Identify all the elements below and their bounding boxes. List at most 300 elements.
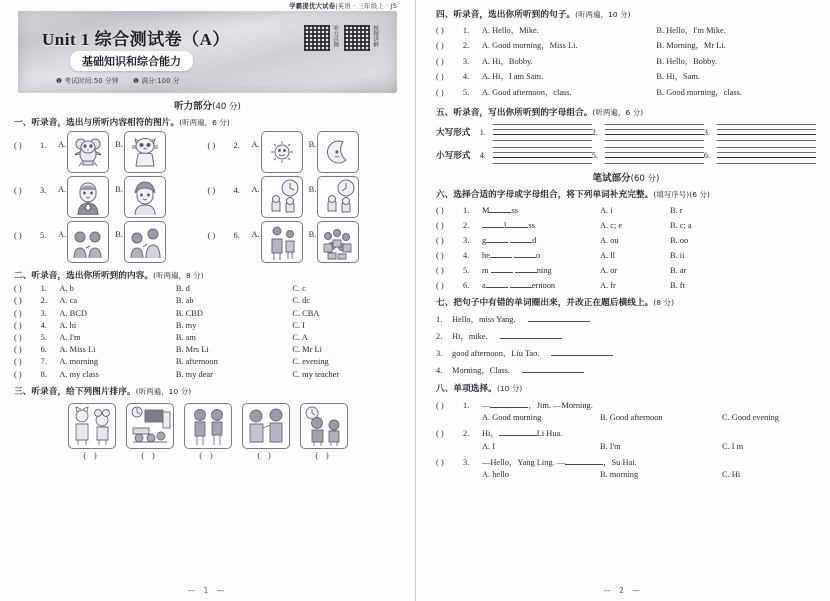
- picture-question: [14, 176, 208, 218]
- option-b[interactable]: B. Hello，I'm Mike.: [656, 25, 726, 35]
- answer-paren[interactable]: ( ): [207, 141, 216, 150]
- blank-line[interactable]: [565, 456, 603, 465]
- section-5-answer-grid: [436, 124, 816, 164]
- correction-item: [436, 364, 816, 376]
- answer-paren[interactable]: ( ): [141, 450, 158, 460]
- choice-a[interactable]: [58, 131, 109, 173]
- blank-line[interactable]: [515, 264, 537, 273]
- correction-item: [436, 313, 816, 325]
- stem-suffix: ss: [528, 220, 535, 230]
- option-a[interactable]: A. or: [600, 265, 618, 275]
- stem-suffix: Li Hua.: [536, 429, 563, 439]
- section-6-note: (填写序号)(6 分): [653, 189, 710, 199]
- mcq-item: [436, 456, 816, 480]
- section-4-note: (听两遍，10 分): [575, 10, 631, 19]
- stem-prefix: he: [482, 250, 490, 260]
- answer-paren[interactable]: ( ): [436, 220, 444, 230]
- answer-paren[interactable]: ( ): [14, 308, 22, 318]
- option-b[interactable]: B. c; a: [670, 220, 692, 230]
- masthead-subject: 英语 · 三年级上 · JS: [337, 2, 397, 10]
- mcq-stem: [436, 399, 816, 411]
- cat-icon: [124, 131, 166, 173]
- answer-cell[interactable]: [480, 147, 592, 164]
- masthead-brand: 学霸提优大试卷: [289, 2, 336, 10]
- option-c[interactable]: C. CBA: [292, 308, 320, 318]
- option-a[interactable]: A. I: [482, 441, 496, 451]
- option-b[interactable]: B. ar: [670, 265, 687, 275]
- answer-paren[interactable]: ( ): [436, 265, 444, 275]
- option-a[interactable]: A. Good morning: [482, 413, 542, 423]
- page-folio-right: — 2 —: [603, 586, 643, 595]
- option-b[interactable]: B. am: [175, 332, 196, 342]
- section-7-rows: [436, 313, 816, 376]
- lowercase-row: [436, 147, 816, 164]
- option-a[interactable]: A. Hi，Bobby.: [481, 56, 533, 66]
- table-row: [436, 249, 816, 260]
- choice-label: B.: [115, 185, 123, 194]
- picture-question-row: [14, 176, 401, 218]
- word-stem: [482, 234, 600, 245]
- option-b[interactable]: B. morning: [600, 470, 639, 480]
- exam-meta: [56, 75, 192, 85]
- option-a[interactable]: A. my class: [59, 369, 99, 379]
- option-c[interactable]: C. A: [292, 332, 308, 342]
- choice-a[interactable]: [58, 221, 109, 263]
- choice-b[interactable]: [115, 131, 166, 173]
- item-number: 3.: [703, 127, 711, 137]
- listening-part-heading: [14, 98, 401, 112]
- table-row: [436, 39, 816, 51]
- choice-a[interactable]: [58, 176, 109, 218]
- option-b[interactable]: B. Good morning，class.: [656, 87, 743, 97]
- question-number: 1.: [462, 25, 470, 35]
- answer-paren[interactable]: ( ): [14, 320, 22, 330]
- table-row: [436, 264, 816, 275]
- classroom-scene-icon: [126, 403, 174, 449]
- mcq-stem: [436, 456, 816, 468]
- question-number: 2.: [436, 331, 443, 341]
- picture-question: [208, 221, 402, 263]
- choice-label: B.: [308, 185, 317, 194]
- four-line-writing-guide[interactable]: [605, 147, 704, 164]
- question-number: 5.: [40, 332, 47, 342]
- option-a[interactable]: A. BCD: [59, 308, 87, 318]
- page-right: [415, 0, 830, 601]
- question-number: 2.: [40, 296, 47, 306]
- qr-label-audio: 听力音频: [332, 25, 339, 48]
- section-2-title: 二、听录音，选出你所听到的内容。: [14, 271, 154, 281]
- item-number: 5.: [591, 150, 598, 160]
- option-a[interactable]: A. Miss Li: [59, 345, 96, 355]
- dog-and-mouse-icon: [68, 403, 116, 449]
- choice-a[interactable]: [252, 221, 303, 263]
- table-row: [436, 86, 816, 98]
- section-8-questions: [436, 399, 816, 480]
- choice-label: B.: [308, 140, 317, 149]
- choice-label: A.: [58, 230, 67, 239]
- item-number: 2.: [591, 127, 598, 137]
- blank-line[interactable]: [491, 264, 513, 273]
- two-children-icon: [67, 221, 109, 263]
- answer-paren[interactable]: ( ): [436, 25, 444, 35]
- table-row: [436, 279, 816, 290]
- option-c[interactable]: C. Mr Li: [292, 345, 322, 355]
- qr-label-video: 视频讲解: [372, 25, 378, 48]
- clock-and-two-kids-icon: [300, 403, 348, 449]
- option-b[interactable]: B. my dear: [175, 369, 213, 379]
- answer-paren[interactable]: ( ): [14, 141, 22, 150]
- four-line-writing-guide[interactable]: [493, 124, 592, 141]
- mcq-options: [482, 470, 816, 479]
- blank-line[interactable]: [510, 279, 532, 288]
- two-standing-people-icon: [261, 221, 303, 263]
- section-8-heading: [436, 382, 816, 394]
- answer-paren[interactable]: ( ): [14, 369, 22, 379]
- option-a[interactable]: A. ll: [600, 250, 615, 260]
- answer-paren[interactable]: ( ): [436, 250, 444, 260]
- option-b[interactable]: B. I'm: [600, 441, 621, 451]
- listening-part-score: (40 分): [212, 102, 241, 112]
- four-line-writing-guide[interactable]: [605, 124, 704, 141]
- qr-code-icon[interactable]: [304, 25, 330, 51]
- two-kids-greeting-icon: [242, 403, 290, 449]
- picture-question: [208, 176, 402, 218]
- blank-line[interactable]: [490, 249, 512, 258]
- uppercase-label: 大写形式: [436, 128, 471, 139]
- boy-portrait-icon: [67, 176, 109, 218]
- option-c[interactable]: C. dc: [292, 296, 311, 306]
- table-row: [14, 321, 401, 330]
- sentence-text[interactable]: Hi，mike.: [452, 331, 488, 341]
- question-number: 1.: [40, 141, 47, 150]
- stem-prefix: m: [482, 265, 489, 275]
- answer-paren[interactable]: ( ): [14, 357, 22, 367]
- uppercase-row: [436, 124, 816, 141]
- stem-suffix: ，Jim. —Morning.: [528, 400, 593, 410]
- answer-paren[interactable]: ( ): [436, 429, 444, 439]
- blank-line[interactable]: [486, 279, 508, 288]
- page-folio-left: — 1 —: [187, 586, 228, 595]
- option-b[interactable]: B. Hi，Sam.: [656, 72, 700, 82]
- stem-suffix: d: [532, 235, 537, 245]
- mouse-icon: [67, 131, 109, 173]
- option-c[interactable]: C. my teacher: [292, 369, 340, 379]
- written-part-heading: [436, 170, 816, 184]
- stem-prefix: a: [482, 280, 486, 290]
- choice-b[interactable]: [309, 176, 360, 218]
- stem-suffix: ernoon: [531, 280, 556, 290]
- section-4-rows: [436, 24, 816, 98]
- sentence-text[interactable]: Hello，miss Yang.: [452, 314, 516, 324]
- four-line-writing-guide[interactable]: [493, 147, 592, 164]
- question-number: 2.: [233, 141, 240, 150]
- answer-paren[interactable]: ( ): [207, 231, 216, 240]
- option-a[interactable]: A. Good afternoon，class.: [481, 87, 572, 97]
- picture-question: [14, 131, 208, 173]
- option-b[interactable]: B. ft: [670, 280, 685, 290]
- order-picture[interactable]: [242, 403, 290, 460]
- word-stem: [482, 264, 600, 275]
- answer-paren[interactable]: ( ): [14, 284, 22, 294]
- option-a[interactable]: A. Good morning，Miss Li.: [481, 41, 578, 51]
- option-a[interactable]: A. ou: [600, 235, 619, 245]
- option-a[interactable]: A. Hi，I am Sam.: [481, 72, 544, 82]
- order-picture[interactable]: [184, 403, 232, 460]
- option-b[interactable]: B. Morning，Mr Li.: [656, 41, 726, 51]
- option-c[interactable]: C. Hi: [722, 470, 741, 480]
- moon-icon: [317, 131, 359, 173]
- question-number: 3.: [462, 56, 470, 66]
- table-row: [436, 55, 816, 67]
- answer-paren[interactable]: ( ): [14, 231, 22, 240]
- answer-cell[interactable]: [704, 147, 816, 164]
- section-6-title: 六、选择合适的字母或字母组合，将下列单词补充完整。: [436, 189, 654, 200]
- page-title: Unit 1 综合测试卷（A）: [42, 30, 230, 49]
- table-row: [14, 333, 401, 342]
- sentence-text[interactable]: Morning，Class.: [452, 365, 510, 375]
- blank-line[interactable]: [510, 234, 532, 243]
- choice-b[interactable]: [309, 131, 360, 173]
- question-number: 2.: [463, 220, 470, 230]
- section-6-heading: [436, 188, 816, 200]
- option-b[interactable]: B. CBD: [175, 308, 203, 318]
- stem-suffix: ，Su Hai.: [603, 457, 637, 467]
- stem-middle: l: [504, 220, 507, 230]
- answer-cell[interactable]: [480, 124, 592, 141]
- blank-line[interactable]: [499, 427, 537, 436]
- choice-b[interactable]: [115, 176, 166, 218]
- child-and-teacher-icon: [124, 221, 166, 263]
- qr-unit-audio[interactable]: [304, 25, 337, 51]
- order-picture[interactable]: [126, 403, 174, 460]
- table-row: [14, 296, 401, 305]
- option-a[interactable]: A. ca: [59, 296, 78, 306]
- sentence-text[interactable]: good afternoon，Liu Tao.: [452, 348, 540, 358]
- option-b[interactable]: B. Good afternoon: [600, 413, 663, 423]
- question-number: 5.: [463, 265, 470, 275]
- answer-paren[interactable]: ( ): [436, 400, 444, 410]
- question-number: 6.: [233, 231, 240, 240]
- section-3-picture-strip: [14, 403, 401, 460]
- section-4-heading: [436, 8, 816, 20]
- section-2-note: (听两遍，8 分): [153, 271, 204, 280]
- table-row: [436, 24, 816, 36]
- picture-question-row: [14, 131, 401, 173]
- answer-paren[interactable]: ( ): [83, 450, 100, 460]
- mcq-item: [436, 427, 816, 451]
- section-7-note: (8 分): [653, 297, 675, 307]
- answer-blank-line[interactable]: [522, 364, 584, 373]
- answer-paren[interactable]: ( ): [436, 205, 444, 215]
- girl-portrait-icon: [124, 176, 166, 218]
- answer-blank-line[interactable]: [528, 313, 590, 322]
- stem-suffix: o: [536, 250, 541, 260]
- section-1-title: 一、听录音，选出与所听内容相符的图片。: [14, 118, 180, 128]
- option-a[interactable]: A. hello: [482, 470, 509, 480]
- table-row: [14, 284, 401, 293]
- option-b[interactable]: B. afternoon: [175, 357, 218, 367]
- section-1-heading: [14, 116, 401, 128]
- picture-question: [208, 131, 402, 173]
- stem-prefix: —: [482, 400, 491, 410]
- masthead: [14, 0, 401, 10]
- exam-full-score: ❶ 满分:100 分: [132, 77, 180, 85]
- option-b[interactable]: B. r: [670, 205, 683, 215]
- question-number: 1.: [463, 400, 470, 410]
- option-b[interactable]: B. oo: [670, 235, 689, 245]
- answer-cell[interactable]: [592, 147, 704, 164]
- answer-paren[interactable]: ( ): [257, 450, 274, 460]
- table-row: [436, 204, 816, 215]
- option-a[interactable]: A. fr: [600, 280, 616, 290]
- option-c[interactable]: C. I m: [722, 441, 744, 451]
- section-1-note: (听两遍，6 分): [179, 118, 230, 127]
- option-a[interactable]: A. I'm: [59, 332, 81, 342]
- section-5-heading: [436, 106, 816, 118]
- picture-question: [14, 221, 208, 263]
- masthead-text: [289, 1, 397, 10]
- answer-paren[interactable]: ( ): [436, 235, 444, 245]
- clock-morning-icon: [261, 176, 303, 218]
- question-number: 2.: [463, 429, 470, 439]
- word-stem: [482, 204, 600, 215]
- picture-question-row: [14, 221, 401, 263]
- word-stem: [482, 279, 600, 290]
- stem-suffix: ss: [511, 205, 518, 215]
- blank-line[interactable]: [514, 249, 536, 258]
- written-part-score: (60 分): [630, 173, 660, 184]
- two-kids-standing-icon: [184, 403, 232, 449]
- question-number: 6.: [40, 345, 47, 355]
- answer-paren[interactable]: ( ): [14, 186, 22, 195]
- masthead-divider: |: [335, 2, 338, 10]
- correction-item: [436, 330, 816, 342]
- choice-label: A.: [251, 140, 260, 149]
- item-number: 6.: [703, 150, 711, 160]
- sun-icon: [261, 131, 303, 173]
- order-picture[interactable]: [68, 403, 116, 460]
- answer-cell[interactable]: [704, 124, 816, 141]
- section-4-title: 四、听录音，选出你所听到的句子。: [436, 10, 576, 20]
- section-8-note: (10 分): [496, 383, 523, 393]
- exam-time: ❶ 考试时间:50 分钟: [56, 77, 119, 85]
- qr-code-icon[interactable]: [344, 25, 370, 51]
- answer-paren[interactable]: ( ): [436, 72, 444, 82]
- option-a[interactable]: A. morning: [59, 357, 99, 367]
- section-2-rows: [14, 284, 401, 378]
- question-number: 1.: [463, 205, 470, 215]
- answer-blank-line[interactable]: [551, 347, 613, 356]
- answer-paren[interactable]: ( ): [14, 296, 22, 306]
- answer-paren[interactable]: ( ): [14, 332, 22, 342]
- question-number: 4.: [40, 320, 47, 330]
- choice-label: A.: [251, 185, 260, 194]
- question-number: 5.: [40, 231, 47, 240]
- stem-prefix: —Hello，Yang Ling. —: [482, 457, 566, 467]
- option-a[interactable]: A. hi: [59, 320, 77, 330]
- word-stem: [482, 219, 600, 230]
- option-c[interactable]: C. c: [292, 284, 306, 294]
- blank-line[interactable]: [482, 219, 507, 230]
- option-b[interactable]: B. ii: [670, 250, 685, 260]
- section-3-title: 三、听录音，给下列图片排序。: [14, 386, 136, 397]
- question-number: 7.: [40, 357, 47, 367]
- answer-paren[interactable]: ( ): [199, 450, 216, 460]
- option-b[interactable]: B. Hello，Bobby.: [656, 56, 718, 66]
- question-number: 3.: [463, 235, 470, 245]
- blank-line[interactable]: [506, 219, 528, 228]
- option-a[interactable]: A. i: [600, 205, 613, 215]
- option-a[interactable]: A. b: [59, 284, 74, 294]
- order-picture[interactable]: [300, 403, 348, 460]
- choice-b[interactable]: [309, 221, 360, 263]
- option-b[interactable]: B. ab: [175, 296, 194, 306]
- section-7-heading: [436, 296, 816, 308]
- answer-paren[interactable]: ( ): [14, 345, 22, 355]
- blank-line[interactable]: [486, 234, 508, 243]
- table-row: [14, 357, 401, 366]
- qr-unit-video[interactable]: [344, 25, 377, 51]
- question-number: 1.: [40, 284, 47, 294]
- answer-paren[interactable]: ( ): [436, 280, 444, 290]
- choice-label: B.: [115, 140, 123, 149]
- four-line-writing-guide[interactable]: [717, 147, 816, 164]
- answer-paren[interactable]: ( ): [436, 457, 444, 467]
- question-number: 4.: [436, 365, 443, 375]
- answer-cell[interactable]: [592, 124, 704, 141]
- title-banner: [18, 11, 397, 93]
- option-a[interactable]: A. c; e: [600, 220, 623, 230]
- option-b[interactable]: B. d: [175, 284, 190, 294]
- question-number: 2.: [462, 41, 470, 51]
- choice-a[interactable]: [252, 176, 303, 218]
- option-a[interactable]: A. Hello，Mike.: [481, 25, 539, 35]
- choice-label: A.: [58, 140, 67, 149]
- option-c[interactable]: C. evening: [292, 357, 329, 367]
- answer-paren[interactable]: ( ): [436, 41, 444, 51]
- stem-prefix: M: [482, 205, 490, 215]
- section-6-rows: [436, 204, 816, 290]
- four-line-writing-guide[interactable]: [717, 124, 816, 141]
- choice-a[interactable]: [252, 131, 303, 173]
- section-3-heading: [14, 385, 401, 397]
- option-b[interactable]: B. Mrs Li: [175, 345, 209, 355]
- stem-prefix: g: [482, 235, 487, 245]
- question-number: 4.: [233, 186, 240, 195]
- table-row: [14, 345, 401, 354]
- blank-line[interactable]: [490, 399, 528, 408]
- answer-paren[interactable]: ( ): [436, 87, 444, 97]
- question-number: 8.: [40, 369, 47, 379]
- word-stem: [482, 249, 600, 260]
- answer-paren[interactable]: ( ): [207, 186, 216, 195]
- blank-line[interactable]: [489, 204, 511, 213]
- section-5-title: 五、听录音，写出你所听到的字母组合。: [436, 107, 593, 118]
- question-number: 6.: [463, 280, 470, 290]
- table-row: [436, 234, 816, 245]
- option-c[interactable]: C. I: [292, 320, 305, 330]
- option-c[interactable]: C. Good evening: [722, 413, 779, 423]
- correction-item: [436, 347, 816, 359]
- answer-blank-line[interactable]: [500, 330, 562, 339]
- page-subtitle: 基础知识和综合能力: [70, 51, 193, 71]
- choice-b[interactable]: [115, 221, 166, 263]
- choice-label: A.: [251, 230, 260, 239]
- answer-paren[interactable]: ( ): [315, 450, 332, 460]
- option-b[interactable]: B. my: [175, 320, 197, 330]
- answer-paren[interactable]: ( ): [436, 56, 444, 66]
- mcq-options: [482, 442, 816, 451]
